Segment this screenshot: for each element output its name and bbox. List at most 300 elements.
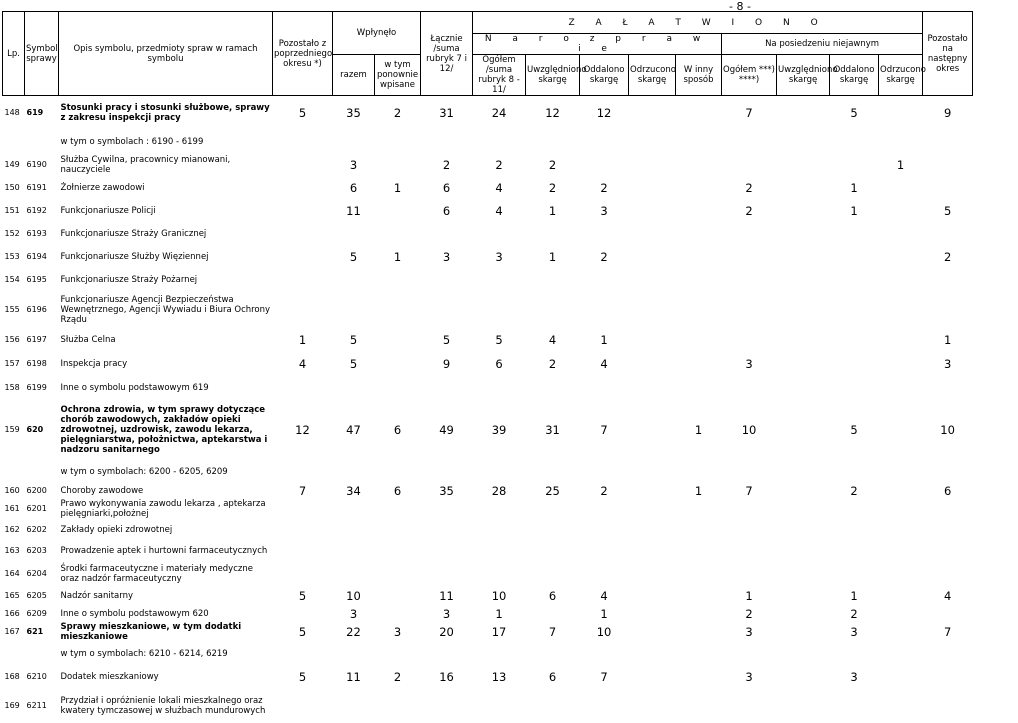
row-value <box>777 400 830 460</box>
row-value <box>973 689 1018 723</box>
row-value <box>973 586 1018 607</box>
row-value <box>973 292 1018 328</box>
table-row <box>3 246 1018 269</box>
row-value <box>580 292 629 328</box>
row-value: 22 <box>333 622 375 643</box>
row-value <box>722 520 777 541</box>
row-value <box>973 541 1018 562</box>
row-value <box>722 498 777 520</box>
row-value <box>923 541 973 562</box>
row-value <box>879 177 923 200</box>
row-value <box>333 498 375 520</box>
row-value: 10 <box>333 586 375 607</box>
table-note-row <box>3 643 1018 665</box>
row-value: 5 <box>273 586 333 607</box>
row-value <box>421 376 473 400</box>
row-value: 4 <box>273 352 333 376</box>
row-value: 3 <box>580 200 629 223</box>
row-value <box>375 520 421 541</box>
row-value <box>273 177 333 200</box>
row-value <box>273 223 333 246</box>
row-value <box>923 292 973 328</box>
row-value <box>273 562 333 586</box>
row-value: 4 <box>580 352 629 376</box>
row-value: 1 <box>580 328 629 352</box>
row-value: 6 <box>421 177 473 200</box>
row-symbol: 6202 <box>25 520 59 541</box>
row-value: 2 <box>722 177 777 200</box>
row-value: 2 <box>830 607 879 622</box>
row-value <box>421 498 473 520</box>
row-value: 5 <box>333 328 375 352</box>
row-value <box>879 541 923 562</box>
row-value <box>777 200 830 223</box>
row-value <box>629 400 676 460</box>
row-value <box>879 484 923 498</box>
row-value <box>375 498 421 520</box>
row-lp: 163 <box>3 541 25 562</box>
row-value <box>722 246 777 269</box>
row-value <box>676 520 722 541</box>
row-value <box>830 562 879 586</box>
row-description: Żołnierze zawodowi <box>59 177 273 200</box>
row-value <box>973 562 1018 586</box>
row-value <box>333 562 375 586</box>
row-lp: 161 <box>3 498 25 520</box>
col-hearing-total: Ogółem /suma rubryk 8 - 11/ <box>473 55 526 96</box>
table-row <box>3 484 1018 498</box>
row-value: 5 <box>273 622 333 643</box>
table-row <box>3 200 1018 223</box>
row-value <box>923 154 973 177</box>
row-value <box>879 586 923 607</box>
row-value <box>722 562 777 586</box>
row-value <box>273 154 333 177</box>
row-description: Środki farmaceutyczne i materiały medyczne oraz nadzór farmaceutyczny <box>59 562 273 586</box>
row-value <box>722 292 777 328</box>
row-value <box>421 689 473 723</box>
row-value: 2 <box>580 246 629 269</box>
row-value <box>973 96 1018 130</box>
table-row <box>3 562 1018 586</box>
row-value <box>473 292 526 328</box>
row-description: Inne o symbolu podstawowym 619 <box>59 376 273 400</box>
table-row <box>3 269 1018 292</box>
row-value: 2 <box>421 154 473 177</box>
row-value <box>333 269 375 292</box>
row-value: 2 <box>473 154 526 177</box>
row-value: 1 <box>273 328 333 352</box>
row-value: 16 <box>421 665 473 689</box>
row-description: Przydział i opróżnienie lokali mieszkalnego oraz kwatery tymczasowej w służbach mundurowych <box>59 689 273 723</box>
row-value <box>526 498 580 520</box>
row-description: Funkcjonariusze Agencji Bezpieczeństwa Wewnętrznego, Agencji Wywiadu i Biura Ochrony Rządu <box>59 292 273 328</box>
row-value <box>473 520 526 541</box>
row-value <box>777 292 830 328</box>
row-value <box>879 328 923 352</box>
row-value <box>375 586 421 607</box>
row-value <box>830 328 879 352</box>
row-value <box>879 689 923 723</box>
table-row <box>3 622 1018 643</box>
row-value <box>973 223 1018 246</box>
row-value <box>777 246 830 269</box>
row-value: 47 <box>333 400 375 460</box>
row-value: 5 <box>333 352 375 376</box>
row-description: Zakłady opieki zdrowotnej <box>59 520 273 541</box>
row-value <box>526 689 580 723</box>
row-value <box>676 177 722 200</box>
row-value <box>722 689 777 723</box>
row-value: 2 <box>722 200 777 223</box>
row-symbol: 621 <box>25 622 59 643</box>
row-value: 13 <box>473 665 526 689</box>
row-value <box>273 520 333 541</box>
note-text: w tym o symbolach : 6190 - 6199 <box>59 130 1018 154</box>
row-value <box>879 292 923 328</box>
page-number: - 8 - <box>729 0 751 13</box>
row-value <box>973 498 1018 520</box>
row-value: 6 <box>473 352 526 376</box>
table-row <box>3 520 1018 541</box>
row-value: 1 <box>676 400 722 460</box>
table-row <box>3 586 1018 607</box>
row-value <box>879 223 923 246</box>
row-description: Prawo wykonywania zawodu lekarza , aptekarza pielęgniarki,położnej <box>59 498 273 520</box>
row-value <box>923 498 973 520</box>
row-value <box>526 541 580 562</box>
row-value <box>830 269 879 292</box>
col-description: Opis symbolu, przedmioty spraw w ramach symbolu <box>59 12 273 96</box>
row-value: 2 <box>580 484 629 498</box>
col-closed-accepted: Uwzględniono skargę <box>777 55 830 96</box>
row-value <box>777 177 830 200</box>
row-value: 2 <box>830 484 879 498</box>
row-value <box>333 520 375 541</box>
row-symbol: 6205 <box>25 586 59 607</box>
row-value <box>879 607 923 622</box>
row-value: 3 <box>830 622 879 643</box>
row-value <box>923 376 973 400</box>
row-symbol: 6210 <box>25 665 59 689</box>
table-row <box>3 400 1018 460</box>
row-value <box>473 541 526 562</box>
row-value <box>676 607 722 622</box>
col-closed-session: Na posiedzeniu niejawnym <box>722 34 923 55</box>
row-lp: 160 <box>3 484 25 498</box>
table-row <box>3 376 1018 400</box>
row-value: 3 <box>333 607 375 622</box>
row-value <box>777 562 830 586</box>
row-value <box>722 154 777 177</box>
row-description: Inne o symbolu podstawowym 620 <box>59 607 273 622</box>
row-value: 6 <box>421 200 473 223</box>
row-value <box>375 223 421 246</box>
row-value <box>273 376 333 400</box>
row-value: 6 <box>923 484 973 498</box>
row-symbol: 6203 <box>25 541 59 562</box>
row-value: 5 <box>830 400 879 460</box>
row-value <box>580 376 629 400</box>
row-value <box>923 269 973 292</box>
row-lp: 152 <box>3 223 25 246</box>
row-value <box>879 665 923 689</box>
row-value <box>879 269 923 292</box>
row-description: Funkcjonariusze Straży Pożarnej <box>59 269 273 292</box>
row-value <box>526 292 580 328</box>
row-lp: 159 <box>3 400 25 460</box>
table-row <box>3 223 1018 246</box>
row-value <box>473 562 526 586</box>
row-value: 5 <box>923 200 973 223</box>
row-value <box>473 376 526 400</box>
row-value: 9 <box>923 96 973 130</box>
row-lp: 168 <box>3 665 25 689</box>
row-value <box>421 292 473 328</box>
row-value <box>273 607 333 622</box>
row-value <box>375 292 421 328</box>
row-value: 25 <box>526 484 580 498</box>
row-value <box>830 541 879 562</box>
col-hearing-dismissed: Oddalono skargę <box>580 55 629 96</box>
table-row <box>3 177 1018 200</box>
row-value <box>676 562 722 586</box>
row-value: 2 <box>375 665 421 689</box>
note-text: w tym o symbolach: 6200 - 6205, 6209 <box>59 460 1018 484</box>
row-value <box>830 352 879 376</box>
row-value: 6 <box>375 400 421 460</box>
table-row <box>3 292 1018 328</box>
row-value <box>973 622 1018 643</box>
row-lp: 167 <box>3 622 25 643</box>
note-spacer <box>3 643 59 665</box>
row-value: 24 <box>473 96 526 130</box>
row-value: 1 <box>879 154 923 177</box>
row-value <box>526 376 580 400</box>
row-value <box>580 498 629 520</box>
row-value <box>830 292 879 328</box>
row-value <box>580 520 629 541</box>
row-value <box>333 541 375 562</box>
row-description: Stosunki pracy i stosunki służbowe, sprawy z zakresu inspekcji pracy <box>59 96 273 130</box>
row-value <box>879 352 923 376</box>
row-value: 7 <box>273 484 333 498</box>
col-closed-dismissed: Oddalono skargę <box>830 55 879 96</box>
row-value <box>375 541 421 562</box>
row-value <box>923 689 973 723</box>
row-value <box>830 154 879 177</box>
row-value <box>830 689 879 723</box>
row-value <box>375 352 421 376</box>
row-value: 7 <box>722 484 777 498</box>
row-value: 11 <box>333 200 375 223</box>
row-value: 2 <box>580 177 629 200</box>
row-value <box>333 223 375 246</box>
row-lp: 149 <box>3 154 25 177</box>
row-value <box>973 328 1018 352</box>
row-symbol: 620 <box>25 400 59 460</box>
row-value <box>421 520 473 541</box>
table-row <box>3 665 1018 689</box>
row-value <box>676 689 722 723</box>
row-value: 2 <box>526 154 580 177</box>
row-value <box>580 223 629 246</box>
table-row <box>3 96 1018 130</box>
col-received: Wpłynęło <box>333 12 421 55</box>
row-value: 6 <box>526 586 580 607</box>
row-value <box>973 154 1018 177</box>
row-value: 10 <box>473 586 526 607</box>
row-value: 1 <box>722 586 777 607</box>
row-lp: 165 <box>3 586 25 607</box>
row-value: 7 <box>580 665 629 689</box>
row-value <box>629 520 676 541</box>
col-closed-rejected: Odrzucono skargę <box>879 55 923 96</box>
row-description: Służba Celna <box>59 328 273 352</box>
table-row <box>3 328 1018 352</box>
row-value <box>777 328 830 352</box>
row-value <box>421 223 473 246</box>
row-description: Sprawy mieszkaniowe, w tym dodatki mieszkaniowe <box>59 622 273 643</box>
row-value <box>629 498 676 520</box>
row-value <box>879 498 923 520</box>
row-value <box>629 223 676 246</box>
row-description: Inspekcja pracy <box>59 352 273 376</box>
row-value <box>676 622 722 643</box>
row-value <box>526 269 580 292</box>
row-value <box>722 269 777 292</box>
col-hearing-accepted: Uwzględniono skargę <box>526 55 580 96</box>
row-value <box>421 269 473 292</box>
row-value <box>973 177 1018 200</box>
row-value <box>676 665 722 689</box>
row-value: 12 <box>580 96 629 130</box>
row-value <box>777 622 830 643</box>
row-value: 3 <box>375 622 421 643</box>
row-description: Funkcjonariusze Policji <box>59 200 273 223</box>
row-value: 2 <box>375 96 421 130</box>
table-row <box>3 154 1018 177</box>
row-value: 11 <box>421 586 473 607</box>
row-symbol: 6200 <box>25 484 59 498</box>
row-value <box>580 562 629 586</box>
row-value: 4 <box>473 200 526 223</box>
row-value: 1 <box>375 246 421 269</box>
row-value <box>676 586 722 607</box>
row-value: 4 <box>473 177 526 200</box>
row-value: 1 <box>830 586 879 607</box>
row-value: 3 <box>722 622 777 643</box>
row-value: 6 <box>333 177 375 200</box>
row-symbol: 6209 <box>25 607 59 622</box>
row-value: 12 <box>273 400 333 460</box>
row-value <box>273 269 333 292</box>
row-value <box>676 154 722 177</box>
row-value: 1 <box>473 607 526 622</box>
row-description: Funkcjonariusze Straży Granicznej <box>59 223 273 246</box>
row-value <box>629 352 676 376</box>
row-value <box>722 541 777 562</box>
row-symbol: 6195 <box>25 269 59 292</box>
row-value: 5 <box>333 246 375 269</box>
row-value <box>629 586 676 607</box>
row-value: 3 <box>421 607 473 622</box>
row-value: 12 <box>526 96 580 130</box>
row-value <box>879 562 923 586</box>
row-value <box>333 292 375 328</box>
row-value <box>629 246 676 269</box>
row-value: 1 <box>676 484 722 498</box>
row-value <box>473 223 526 246</box>
row-value <box>273 246 333 269</box>
row-value <box>273 292 333 328</box>
row-symbol: 6196 <box>25 292 59 328</box>
row-description: Nadzór sanitarny <box>59 586 273 607</box>
row-value: 28 <box>473 484 526 498</box>
row-value <box>923 520 973 541</box>
row-value <box>923 562 973 586</box>
row-lp: 166 <box>3 607 25 622</box>
row-value: 5 <box>421 328 473 352</box>
row-value <box>676 541 722 562</box>
row-value <box>580 689 629 723</box>
row-value <box>375 154 421 177</box>
row-value: 17 <box>473 622 526 643</box>
row-symbol: 6204 <box>25 562 59 586</box>
row-value <box>333 689 375 723</box>
row-value <box>421 541 473 562</box>
row-value <box>629 622 676 643</box>
row-lp: 150 <box>3 177 25 200</box>
col-hearing-rejected: Odrzucono skargę <box>629 55 676 96</box>
row-value: 4 <box>580 586 629 607</box>
row-value: 49 <box>421 400 473 460</box>
row-value: 1 <box>526 200 580 223</box>
row-symbol: 6211 <box>25 689 59 723</box>
row-symbol: 6199 <box>25 376 59 400</box>
row-value <box>777 665 830 689</box>
row-value <box>629 665 676 689</box>
row-value <box>676 96 722 130</box>
col-remaining-next: Pozostało na następny okres <box>923 12 973 96</box>
row-value: 1 <box>830 200 879 223</box>
row-value <box>629 328 676 352</box>
row-value: 11 <box>333 665 375 689</box>
row-value: 7 <box>722 96 777 130</box>
row-value <box>879 376 923 400</box>
row-value <box>923 607 973 622</box>
row-lp: 151 <box>3 200 25 223</box>
row-value <box>777 689 830 723</box>
row-lp: 158 <box>3 376 25 400</box>
row-value <box>973 200 1018 223</box>
row-value <box>580 154 629 177</box>
row-value <box>777 498 830 520</box>
row-value <box>879 622 923 643</box>
row-value <box>973 484 1018 498</box>
row-value <box>629 96 676 130</box>
row-value <box>333 376 375 400</box>
row-description: Choroby zawodowe <box>59 484 273 498</box>
table-body <box>3 96 1018 723</box>
row-lp: 164 <box>3 562 25 586</box>
row-value <box>777 607 830 622</box>
row-value <box>676 376 722 400</box>
col-symbol: Symbol sprawy <box>25 12 59 96</box>
row-value <box>629 269 676 292</box>
col-remaining-previous: Pozostało z poprzedniego okresu *) <box>273 12 333 96</box>
row-value <box>973 607 1018 622</box>
